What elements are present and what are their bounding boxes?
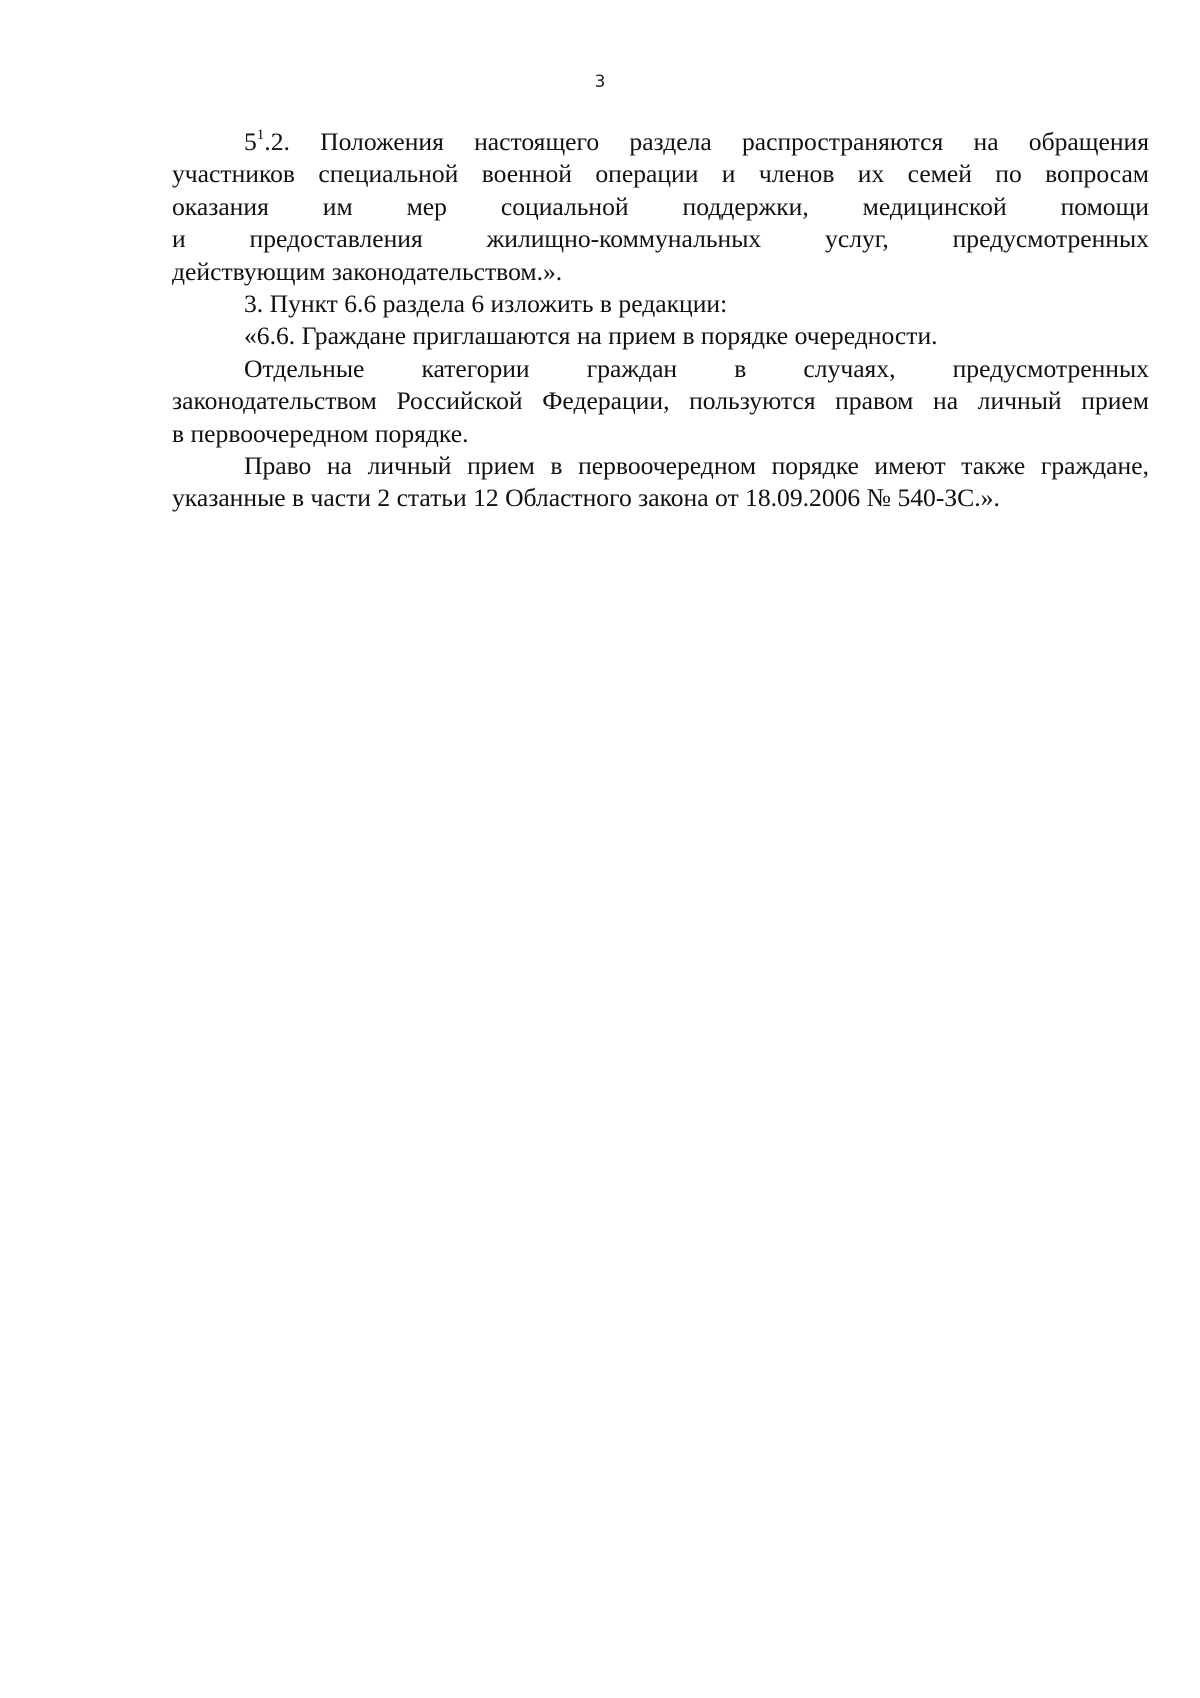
paragraph-5-1-2 [172, 126, 1149, 288]
paragraph-line: «6.6. Граждане приглашаются на прием в порядке очередности. [244, 321, 938, 351]
paragraph-6-6 [172, 320, 1149, 352]
paragraph-line-text: .2. Положения настоящего раздела распространяются на обращения [264, 127, 1149, 156]
page-number: 3 [594, 72, 606, 92]
clause-number: 5 [244, 127, 257, 156]
paragraph-line: в первоочередном порядке. [172, 418, 469, 448]
paragraph-line [172, 126, 1149, 158]
paragraph-line: действующим законодательством.». [172, 256, 563, 286]
document-body [172, 126, 1149, 515]
paragraph-line: законодательством Российской Федерации, пользуются правом на личный прием [172, 386, 1149, 416]
paragraph-line: Право на личный прием в первоочередном порядке имеют также граждане, [244, 451, 1149, 481]
clause-superscript: 1 [256, 127, 265, 143]
paragraph-line: Отдельные категории граждан в случаях, предусмотренных [244, 353, 1149, 383]
paragraph-line: участников специальной военной операции и членов их семей по вопросам [172, 159, 1149, 189]
paragraph-item-3 [172, 288, 1149, 320]
paragraph-line: оказания им мер социальной поддержки, медицинской помощи [172, 191, 1149, 221]
paragraph-separate-categories [172, 353, 1149, 450]
paragraph-line: указанные в части 2 статьи 12 Областного закона от 18.09.2006 № 540-ЗС.». [172, 483, 1000, 513]
paragraph-line: и предоставления жилищно-коммунальных услуг, предусмотренных [172, 224, 1149, 254]
paragraph-priority-right [172, 450, 1149, 515]
paragraph-line: 3. Пункт 6.6 раздела 6 изложить в редакции: [244, 289, 728, 319]
